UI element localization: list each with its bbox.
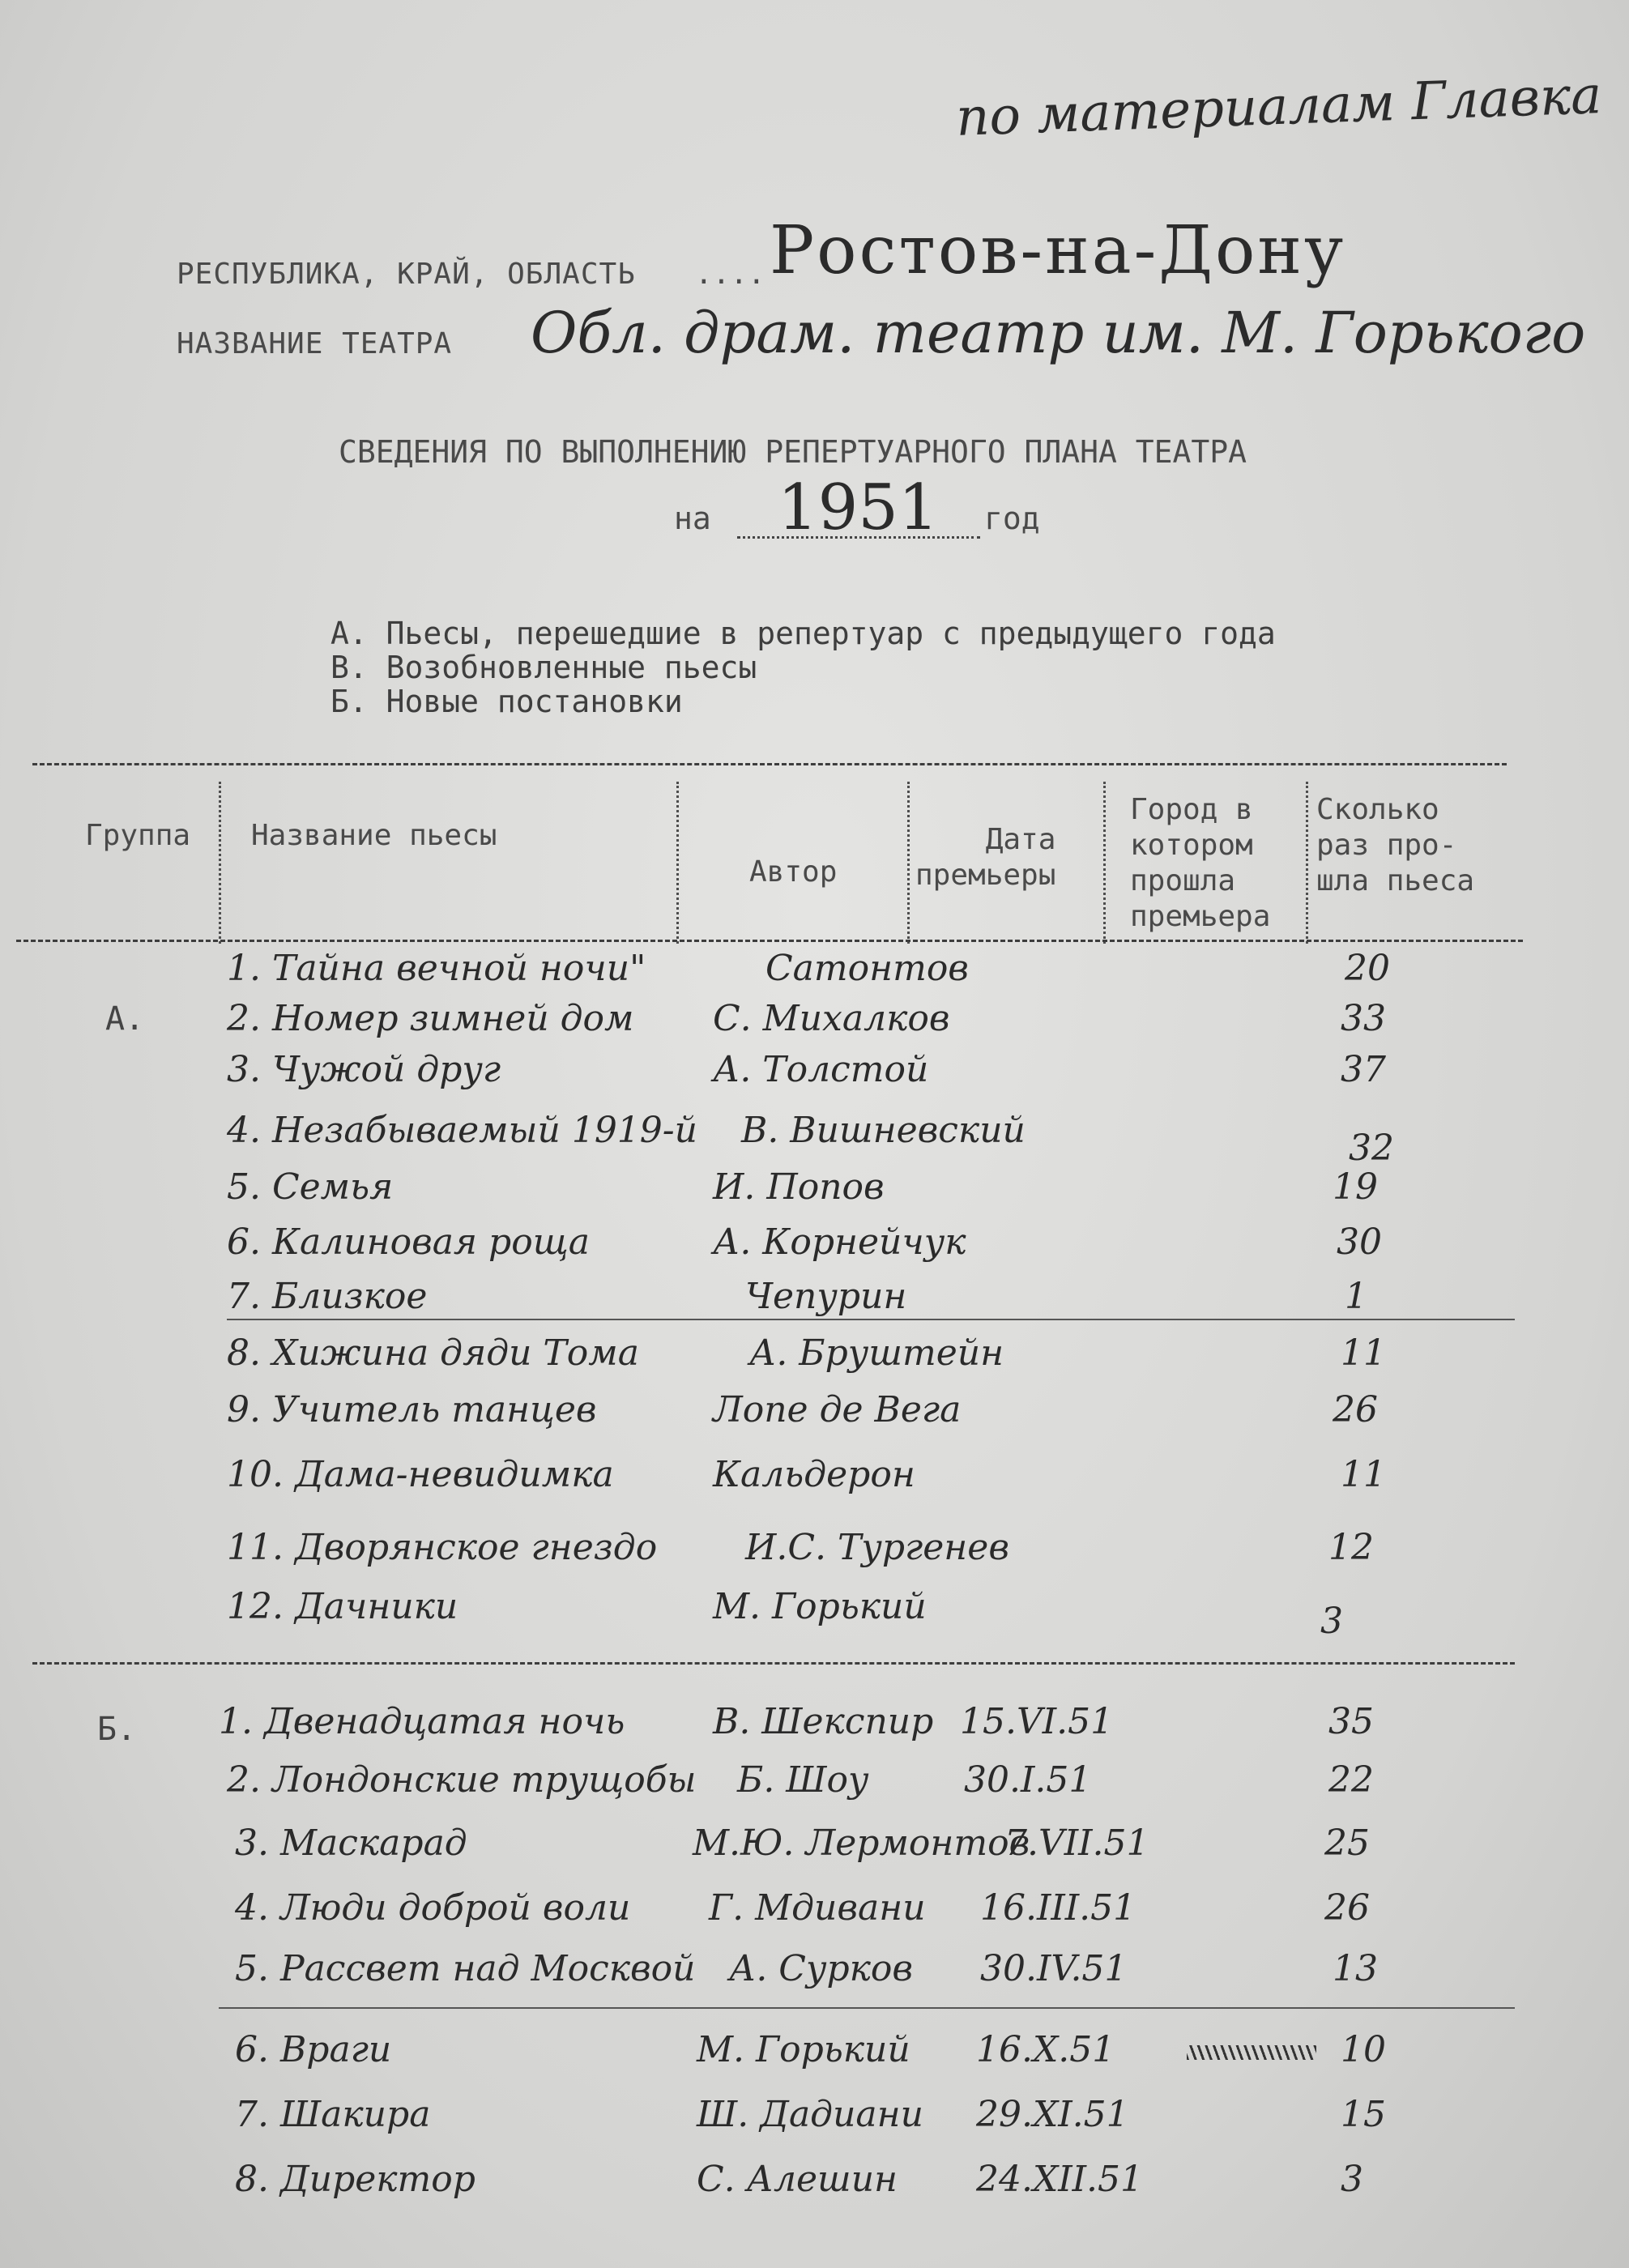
play-author: М. Горький [697, 2029, 910, 2070]
play-author: В. Вишневский [741, 1110, 1026, 1151]
play-count: 26 [1324, 1887, 1370, 1929]
year-suffix: год [984, 501, 1040, 536]
play-count: 35 [1328, 1701, 1374, 1742]
play-count: 11 [1341, 1332, 1386, 1374]
premiere-date: 16.X.51 [976, 2029, 1115, 2070]
play-title: 5. Рассвет над Москвой [235, 1948, 696, 1989]
play-count: 20 [1345, 948, 1390, 989]
play-title: 3. Маскарад [235, 1823, 467, 1864]
play-title: 2. Лондонские трущобы [227, 1759, 697, 1801]
play-author: И.С. Тургенев [745, 1527, 1009, 1568]
group-a-label: А. [105, 1000, 145, 1038]
play-title: 11. Дворянское гнездо [227, 1527, 658, 1568]
table-row [0, 1527, 1629, 1580]
play-author: А. Бруштейн [749, 1332, 1004, 1374]
play-title: 7. Близкое [227, 1276, 428, 1317]
col-separator [676, 782, 679, 944]
legend-text: Возобновленные пьесы [386, 650, 757, 685]
play-count: 26 [1333, 1389, 1378, 1430]
col-separator [1306, 782, 1308, 944]
play-count: 37 [1341, 1049, 1386, 1090]
theatre-label: НАЗВАНИЕ ТЕАТРА [177, 327, 453, 360]
col-header-city: Город в котором прошла премьера [1130, 793, 1271, 933]
table-row [0, 998, 1629, 1051]
play-title: 6. Враги [235, 2029, 392, 2070]
play-count: 11 [1341, 1454, 1386, 1495]
play-count: 30 [1337, 1221, 1382, 1263]
premiere-date: 15.VI.51 [960, 1701, 1114, 1742]
play-author: С. Михалков [713, 998, 950, 1039]
play-author: А. Толстой [713, 1049, 929, 1090]
col-header-date: Дата премьеры [915, 823, 1056, 892]
play-title: 9. Учитель танцев [227, 1389, 597, 1430]
play-title: 10. Дама-невидимка [227, 1454, 614, 1495]
play-title: 5. Семья [227, 1166, 394, 1208]
play-author: Ш. Дадиани [697, 2094, 923, 2135]
play-count: 1 [1345, 1276, 1367, 1317]
table-row [0, 1166, 1629, 1220]
region-value: Ростов-на-Дону [770, 212, 1346, 289]
group-b-label: Б. [97, 1711, 137, 1748]
theatre-value: Обл. драм. театр им. М. Горького [531, 300, 1586, 366]
play-title: 8. Директор [235, 2159, 475, 2200]
play-title: 2. Номер зимней дом [227, 998, 634, 1039]
legend-text: Новые постановки [386, 684, 683, 719]
year-value: 1951 [778, 471, 939, 544]
table-row [0, 1887, 1629, 1941]
play-author: М.Ю. Лермонтов [693, 1823, 1030, 1864]
col-separator [219, 782, 221, 944]
row-divider [227, 1319, 1515, 1320]
header-bottom-rule [16, 940, 1523, 942]
play-count: 33 [1341, 998, 1386, 1039]
premiere-date: 30.I.51 [964, 1759, 1092, 1801]
col-separator [1103, 782, 1106, 944]
play-title: 1. Двенадцатая ночь [219, 1701, 625, 1742]
table-row [0, 1049, 1629, 1102]
table-row [0, 2094, 1629, 2147]
legend-key: Б. [330, 684, 368, 719]
legend-item [330, 650, 1276, 684]
col-separator [907, 782, 910, 944]
play-author: А. Корнейчук [713, 1221, 966, 1263]
play-count: 25 [1324, 1823, 1370, 1864]
table-row [0, 1759, 1629, 1813]
table-row [0, 1276, 1629, 1329]
play-author: Б. Шоу [737, 1759, 869, 1801]
play-count: 22 [1328, 1759, 1374, 1801]
play-count: 12 [1328, 1527, 1374, 1568]
play-title: 7. Шакира [235, 2094, 431, 2135]
play-title: 12. Дачники [227, 1586, 458, 1627]
legend-key: В. [330, 650, 368, 685]
table-row [0, 1454, 1629, 1507]
document-title: СВЕДЕНИЯ ПО ВЫПОЛНЕНИЮ РЕПЕРТУАРНОГО ПЛАНА ТЕАТРА [339, 434, 1247, 470]
premiere-date: 16.III.51 [980, 1887, 1136, 1929]
row-divider [219, 2007, 1515, 2009]
legend-text: Пьесы, перешедшие в репертуар с предыдущего года [386, 616, 1276, 651]
play-author: И. Попов [713, 1166, 885, 1208]
play-author: Кальдерон [713, 1454, 915, 1495]
table-row [0, 1701, 1629, 1754]
premiere-date: 30.IV.51 [980, 1948, 1128, 1989]
legend-item [330, 616, 1276, 650]
table-row [0, 1332, 1629, 1386]
year-prefix: на [674, 501, 711, 536]
table-row [0, 948, 1629, 1001]
premiere-date: 7.VII.51 [1004, 1823, 1149, 1864]
region-dots: .... [695, 258, 765, 291]
play-author: Лопе де Вега [713, 1389, 962, 1430]
play-count: 3 [1320, 1601, 1343, 1642]
play-count: 15 [1341, 2094, 1386, 2135]
play-count: 19 [1333, 1166, 1378, 1208]
legend [330, 616, 1276, 718]
play-author: А. Сурков [729, 1948, 914, 1989]
play-title: 8. Хижина дяди Тома [227, 1332, 639, 1374]
col-header-count: Сколько раз про- шла пьеса [1316, 793, 1475, 897]
play-count: 13 [1333, 1948, 1378, 1989]
play-author: М. Горький [713, 1586, 927, 1627]
table-row [0, 1221, 1629, 1275]
play-author: Чепурин [745, 1276, 907, 1317]
play-title: 1. Тайна вечной ночи" [227, 948, 646, 989]
table-row [0, 1586, 1629, 1642]
premiere-date: 29.XI.51 [976, 2094, 1129, 2135]
play-title: 3. Чужой друг [227, 1049, 501, 1090]
play-author: Сатонтов [765, 948, 969, 989]
group-divider [32, 1662, 1515, 1665]
play-author: С. Алешин [697, 2159, 898, 2200]
play-author: Г. Мдивани [709, 1887, 926, 1929]
crossed-out-text [1187, 2045, 1316, 2060]
play-title: 4. Люди доброй воли [235, 1887, 631, 1929]
col-header-author: Автор [749, 855, 838, 889]
premiere-date: 24.XII.51 [976, 2159, 1144, 2200]
play-count: 3 [1341, 2159, 1363, 2200]
col-header-title: Название пьесы [251, 819, 497, 852]
table-row [0, 1823, 1629, 1876]
play-count: 10 [1341, 2029, 1386, 2070]
table-row [0, 1110, 1629, 1169]
play-author: В. Шекспир [713, 1701, 934, 1742]
table-row [0, 2159, 1629, 2212]
table-row [0, 1389, 1629, 1443]
region-label: РЕСПУБЛИКА, КРАЙ, ОБЛАСТЬ [177, 258, 636, 291]
col-header-group: Группа [85, 819, 191, 852]
legend-key: А. [330, 616, 368, 651]
legend-item [330, 684, 1276, 718]
play-count: 32 [1349, 1128, 1394, 1169]
archive-annotation: по материалам Главка [954, 66, 1603, 148]
play-title: 6. Калиновая роща [227, 1221, 590, 1263]
table-row [0, 1948, 1629, 2002]
table-row [0, 2029, 1629, 2083]
table-top-rule [32, 763, 1507, 765]
play-title: 4. Незабываемый 1919-й [227, 1110, 698, 1151]
